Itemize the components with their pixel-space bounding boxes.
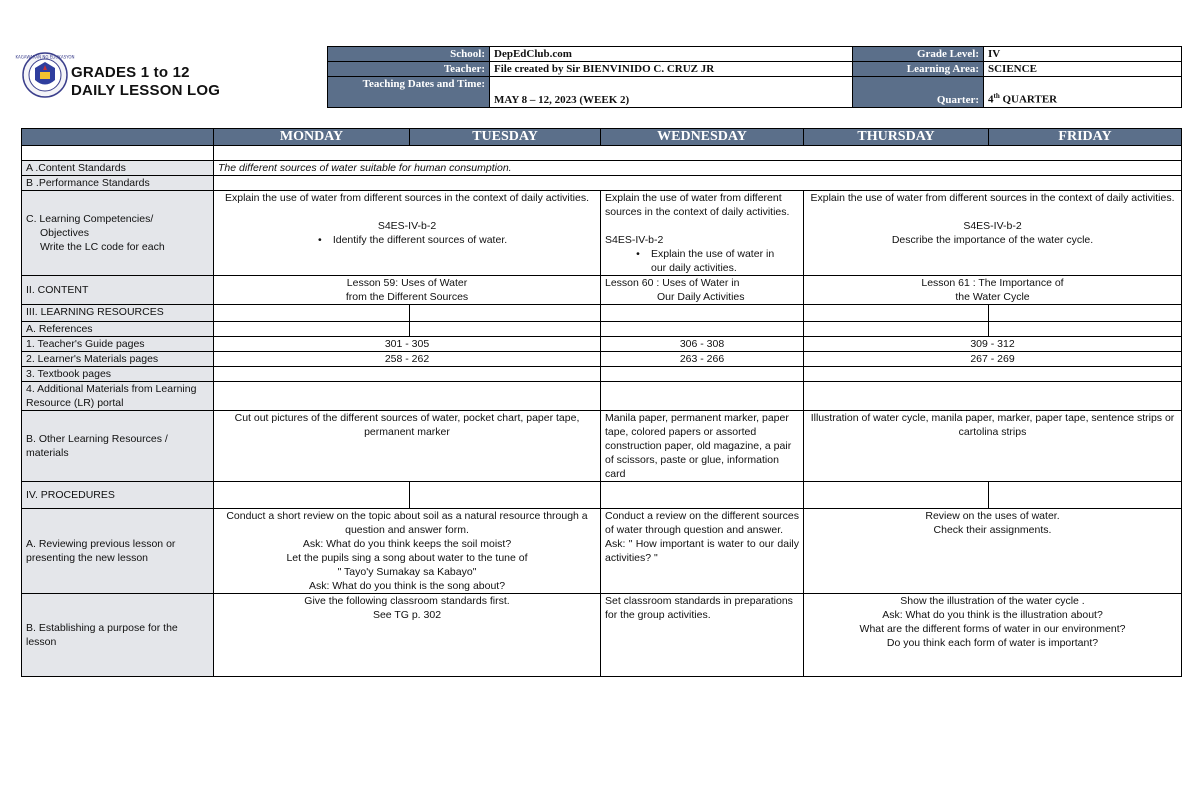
- other-resources-wed: Manila paper, permanent marker, paper tape, colored papers or assorted construction paper, old magazine, a pair of scissors, paste or glue, information card: [601, 411, 804, 482]
- quarter-sup: th: [993, 92, 1000, 101]
- table-row: [22, 509, 1182, 594]
- header-info-table: [327, 46, 1182, 108]
- table-row: [22, 276, 1182, 305]
- spacer-row: [22, 146, 1182, 161]
- competencies-wed: Explain the use of water from different sources in the context of daily activities. S4ES-IV-b-2 • Explain the use of water in our daily activities.: [601, 191, 804, 276]
- quarter-num: 4: [988, 94, 994, 106]
- competencies-label-1: C. Learning Competencies/: [26, 213, 154, 225]
- dates-value: MAY 8 – 12, 2023 (WEEK 2): [490, 77, 853, 108]
- row-label-reviewing: A. Reviewing previous lesson or presenting the new lesson: [22, 509, 214, 594]
- content-wed: Lesson 60 : Uses of Water in Our Daily Activities: [601, 276, 804, 305]
- day-header-row: [22, 129, 1182, 146]
- content-standards-text: The different sources of water suitable for human consumption.: [214, 161, 1182, 176]
- row-label-teachers-guide: 1. Teacher's Guide pages: [22, 337, 214, 352]
- title-line-2: DAILY LESSON LOG: [71, 82, 221, 99]
- reviewing-thu-fri: Review on the uses of water. Check their assignments.: [804, 509, 1182, 594]
- row-label-purpose: B. Establishing a purpose for the lesson: [22, 594, 214, 677]
- corner-cell: [22, 129, 214, 146]
- page-title: [71, 64, 220, 100]
- school-label: School:: [328, 47, 490, 62]
- row-label-other-resources: B. Other Learning Resources / materials: [22, 411, 214, 482]
- day-friday: FRIDAY: [989, 129, 1182, 146]
- day-thursday: THURSDAY: [804, 129, 989, 146]
- competencies-thu-fri: Explain the use of water from different sources in the context of daily activities. S4ES-IV-b-2 Describe the importance of the water cycle.: [804, 191, 1182, 276]
- title-line-1: GRADES 1 to 12: [71, 64, 190, 81]
- table-row: [22, 367, 1182, 382]
- purpose-mon-tue: Give the following classroom standards first. See TG p. 302: [214, 594, 601, 677]
- table-row: [22, 161, 1182, 176]
- row-label-textbook: 3. Textbook pages: [22, 367, 214, 382]
- grade-value: IV: [984, 47, 1182, 62]
- table-row: [22, 352, 1182, 367]
- competencies-label-2: Objectives: [40, 227, 90, 239]
- learners-materials-thu-fri: 267 - 269: [804, 352, 1182, 367]
- other-resources-mon-tue: Cut out pictures of the different sources of water, pocket chart, paper tape, permanent marker: [214, 411, 601, 482]
- purpose-wed: Set classroom standards in preparations for the group activities.: [601, 594, 804, 677]
- content-thu-fri: Lesson 61 : The Importance of the Water Cycle: [804, 276, 1182, 305]
- area-value: SCIENCE: [984, 62, 1182, 77]
- reviewing-mon-tue: Conduct a short review on the topic about soil as a natural resource through a question and answer form. Ask: What do you think keeps the soil moist? Let the pupils sing a song about water to the tune of " Tayo'y Sumakay sa Kabayo" Ask: What do you think is the song about?: [214, 509, 601, 594]
- teachers-guide-thu-fri: 309 - 312: [804, 337, 1182, 352]
- row-label-content: II. CONTENT: [22, 276, 214, 305]
- content-mon-tue: Lesson 59: Uses of Water from the Different Sources: [214, 276, 601, 305]
- table-row: [22, 382, 1182, 411]
- teachers-guide-wed: 306 - 308: [601, 337, 804, 352]
- quarter-label: Quarter:: [853, 77, 984, 108]
- row-label-additional-materials: 4. Additional Materials from Learning Resource (LR) portal: [22, 382, 214, 411]
- row-label-performance-standards: B .Performance Standards: [22, 176, 214, 191]
- table-row: [22, 594, 1182, 677]
- teacher-label: Teacher:: [328, 62, 490, 77]
- day-tuesday: TUESDAY: [410, 129, 601, 146]
- table-row: [22, 305, 1182, 322]
- day-wednesday: WEDNESDAY: [601, 129, 804, 146]
- day-monday: MONDAY: [214, 129, 410, 146]
- quarter-value: [984, 77, 1182, 108]
- grade-label: Grade Level:: [853, 47, 984, 62]
- table-row: [22, 176, 1182, 191]
- row-label-references: A. References: [22, 322, 214, 337]
- area-label: Learning Area:: [853, 62, 984, 77]
- svg-text:KAGAWARAN NG EDUKASYON: KAGAWARAN NG EDUKASYON: [15, 54, 75, 60]
- table-row: [22, 191, 1182, 276]
- table-row: [22, 482, 1182, 509]
- quarter-rest: QUARTER: [999, 94, 1058, 106]
- row-label-learning-resources: III. LEARNING RESOURCES: [22, 305, 214, 322]
- table-row: [22, 337, 1182, 352]
- other-resources-thu-fri: Illustration of water cycle, manila paper, marker, paper tape, sentence strips or cartolina strips: [804, 411, 1182, 482]
- dates-label: Teaching Dates and Time:: [328, 77, 490, 108]
- table-row: [22, 411, 1182, 482]
- row-label-competencies: [22, 191, 214, 276]
- teacher-value: File created by Sir BIENVINIDO C. CRUZ JR: [490, 62, 853, 77]
- school-value: DepEdClub.com: [490, 47, 853, 62]
- row-label-procedures: IV. PROCEDURES: [22, 482, 214, 509]
- row-label-learners-materials: 2. Learner's Materials pages: [22, 352, 214, 367]
- competencies-mon-tue: Explain the use of water from different sources in the context of daily activities. S4ES-IV-b-2 • Identify the different sources of water.: [214, 191, 601, 276]
- learners-materials-wed: 263 - 266: [601, 352, 804, 367]
- reviewing-wed: Conduct a review on the different sources of water through question and answer. Ask: " How important is water to our daily activities? ": [601, 509, 804, 594]
- purpose-thu-fri: Show the illustration of the water cycle . Ask: What do you think is the illustration about? What are the different forms of water in our environment? Do you think each form of water is important?: [804, 594, 1182, 677]
- teachers-guide-mon-tue: 301 - 305: [214, 337, 601, 352]
- learners-materials-mon-tue: 258 - 262: [214, 352, 601, 367]
- lesson-log-table: [21, 128, 1182, 677]
- table-row: [22, 322, 1182, 337]
- deped-seal-logo: [15, 52, 75, 98]
- row-label-content-standards: A .Content Standards: [22, 161, 214, 176]
- competencies-label-3: Write the LC code for each: [40, 241, 165, 253]
